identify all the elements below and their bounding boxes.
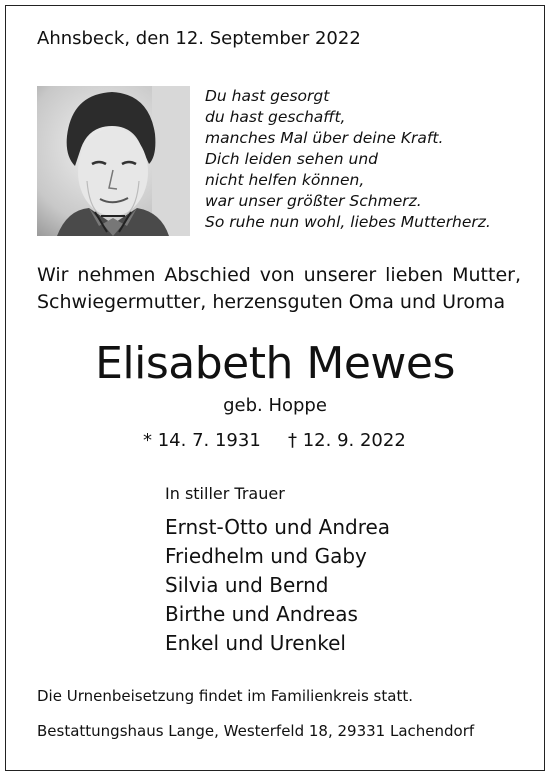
mourner-name: Friedhelm und Gaby xyxy=(165,544,367,568)
mourner-name: Silvia und Bernd xyxy=(165,573,329,597)
poem-line: Dich leiden sehen und xyxy=(205,150,378,168)
maiden-name: geb. Hoppe xyxy=(223,395,327,416)
poem-line: So ruhe nun wohl, liebes Mutterherz. xyxy=(205,213,491,231)
mourner-name: Ernst-Otto und Andrea xyxy=(165,515,391,539)
intro-line: Wir nehmen Abschied von unserer lieben Mutter, xyxy=(37,264,521,286)
burial-note: Die Urnenbeisetzung findet im Familienkreis statt. xyxy=(37,687,413,705)
death-date: † 12. 9. 2022 xyxy=(288,430,406,451)
poem-line: manches Mal über deine Kraft. xyxy=(205,129,444,147)
birth-date: * 14. 7. 1931 xyxy=(143,430,261,451)
mourner-name: Birthe und Andreas xyxy=(165,602,358,626)
mourning-label: In stiller Trauer xyxy=(165,484,285,503)
funeral-home-address: Bestattungshaus Lange, Westerfeld 18, 29331 Lachendorf xyxy=(37,722,475,740)
poem-line: Du hast gesorgt xyxy=(205,87,330,105)
poem-line: nicht helfen können, xyxy=(205,171,365,189)
portrait-photo xyxy=(37,86,190,236)
poem-line: du hast geschafft, xyxy=(205,108,346,126)
life-dates xyxy=(143,430,406,451)
deceased-name: Elisabeth Mewes xyxy=(95,338,455,389)
poem-line: war unser größter Schmerz. xyxy=(205,192,422,210)
place-date: Ahnsbeck, den 12. September 2022 xyxy=(37,28,361,49)
mourner-name: Enkel und Urenkel xyxy=(165,631,346,655)
memorial-poem xyxy=(205,86,491,233)
mourners-list xyxy=(165,513,390,658)
farewell-intro xyxy=(37,262,521,316)
intro-line: Schwiegermutter, herzensguten Oma und Uroma xyxy=(37,291,506,313)
